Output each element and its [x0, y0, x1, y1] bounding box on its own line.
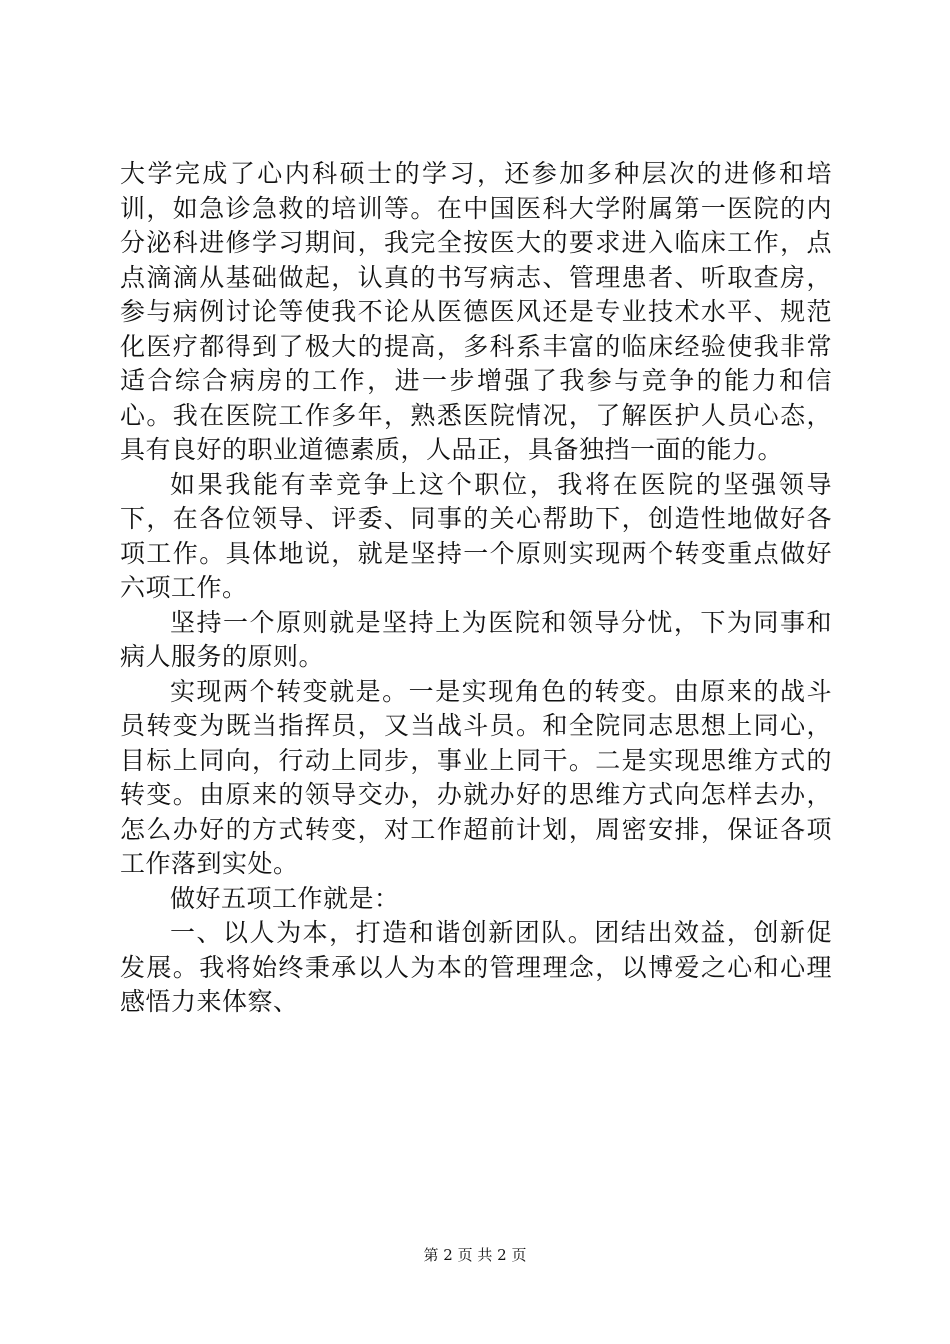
paragraph-one-principle: 坚持一个原则就是坚持上为医院和领导分忧，下为同事和病人服务的原则。	[120, 607, 832, 671]
paragraph-position-goal: 如果我能有幸竞争上这个职位，我将在医院的坚强领导下，在各位领导、评委、同事的关心帮助下，创造性地做好各项工作。具体地说，就是坚持一个原则实现两个转变重点做好六项工作。	[120, 469, 832, 602]
paragraph-task-one: 一、以人为本，打造和谐创新团队。团结出效益，创新促发展。我将始终秉承以人为本的管理理念，以博爱之心和心理感悟力来体察、	[120, 918, 832, 1016]
paragraph-continuation: 大学完成了心内科硕士的学习，还参加多种层次的进修和培训，如急诊急救的培训等。在中国医科大学附属第一医院的内分泌科进修学习期间，我完全按医大的要求进入临床工作，点点滴滴从基础做起，认真的书写病志、管理患者、听取查房，参与病例讨论等使我不论从医德医风还是专业技术水平、规范化医疗都得到了极大的提高，多科系丰富的临床经验使我非常适合综合病房的工作，进一步增强了我参与竞争的能力和信心。我在医院工作多年，熟悉医院情况，了解医护人员心态，具有良好的职业道德素质，人品正，具备独挡一面的能力。	[120, 159, 832, 464]
page-footer: 第 2 页 共 2 页	[423, 1246, 527, 1264]
paragraph-two-transformations: 实现两个转变就是。一是实现角色的转变。由原来的战斗员转变为既当指挥员，又当战斗员。和全院同志思想上同心，目标上同向，行动上同步，事业上同干。二是实现思维方式的转变。由原来的领导交办，办就办好的思维方式向怎样去办，怎么办好的方式转变，对工作超前计划，周密安排，保证各项工作落到实处。	[120, 676, 832, 878]
document-body	[120, 157, 832, 1020]
paragraph-five-tasks-heading: 做好五项工作就是：	[170, 883, 400, 913]
